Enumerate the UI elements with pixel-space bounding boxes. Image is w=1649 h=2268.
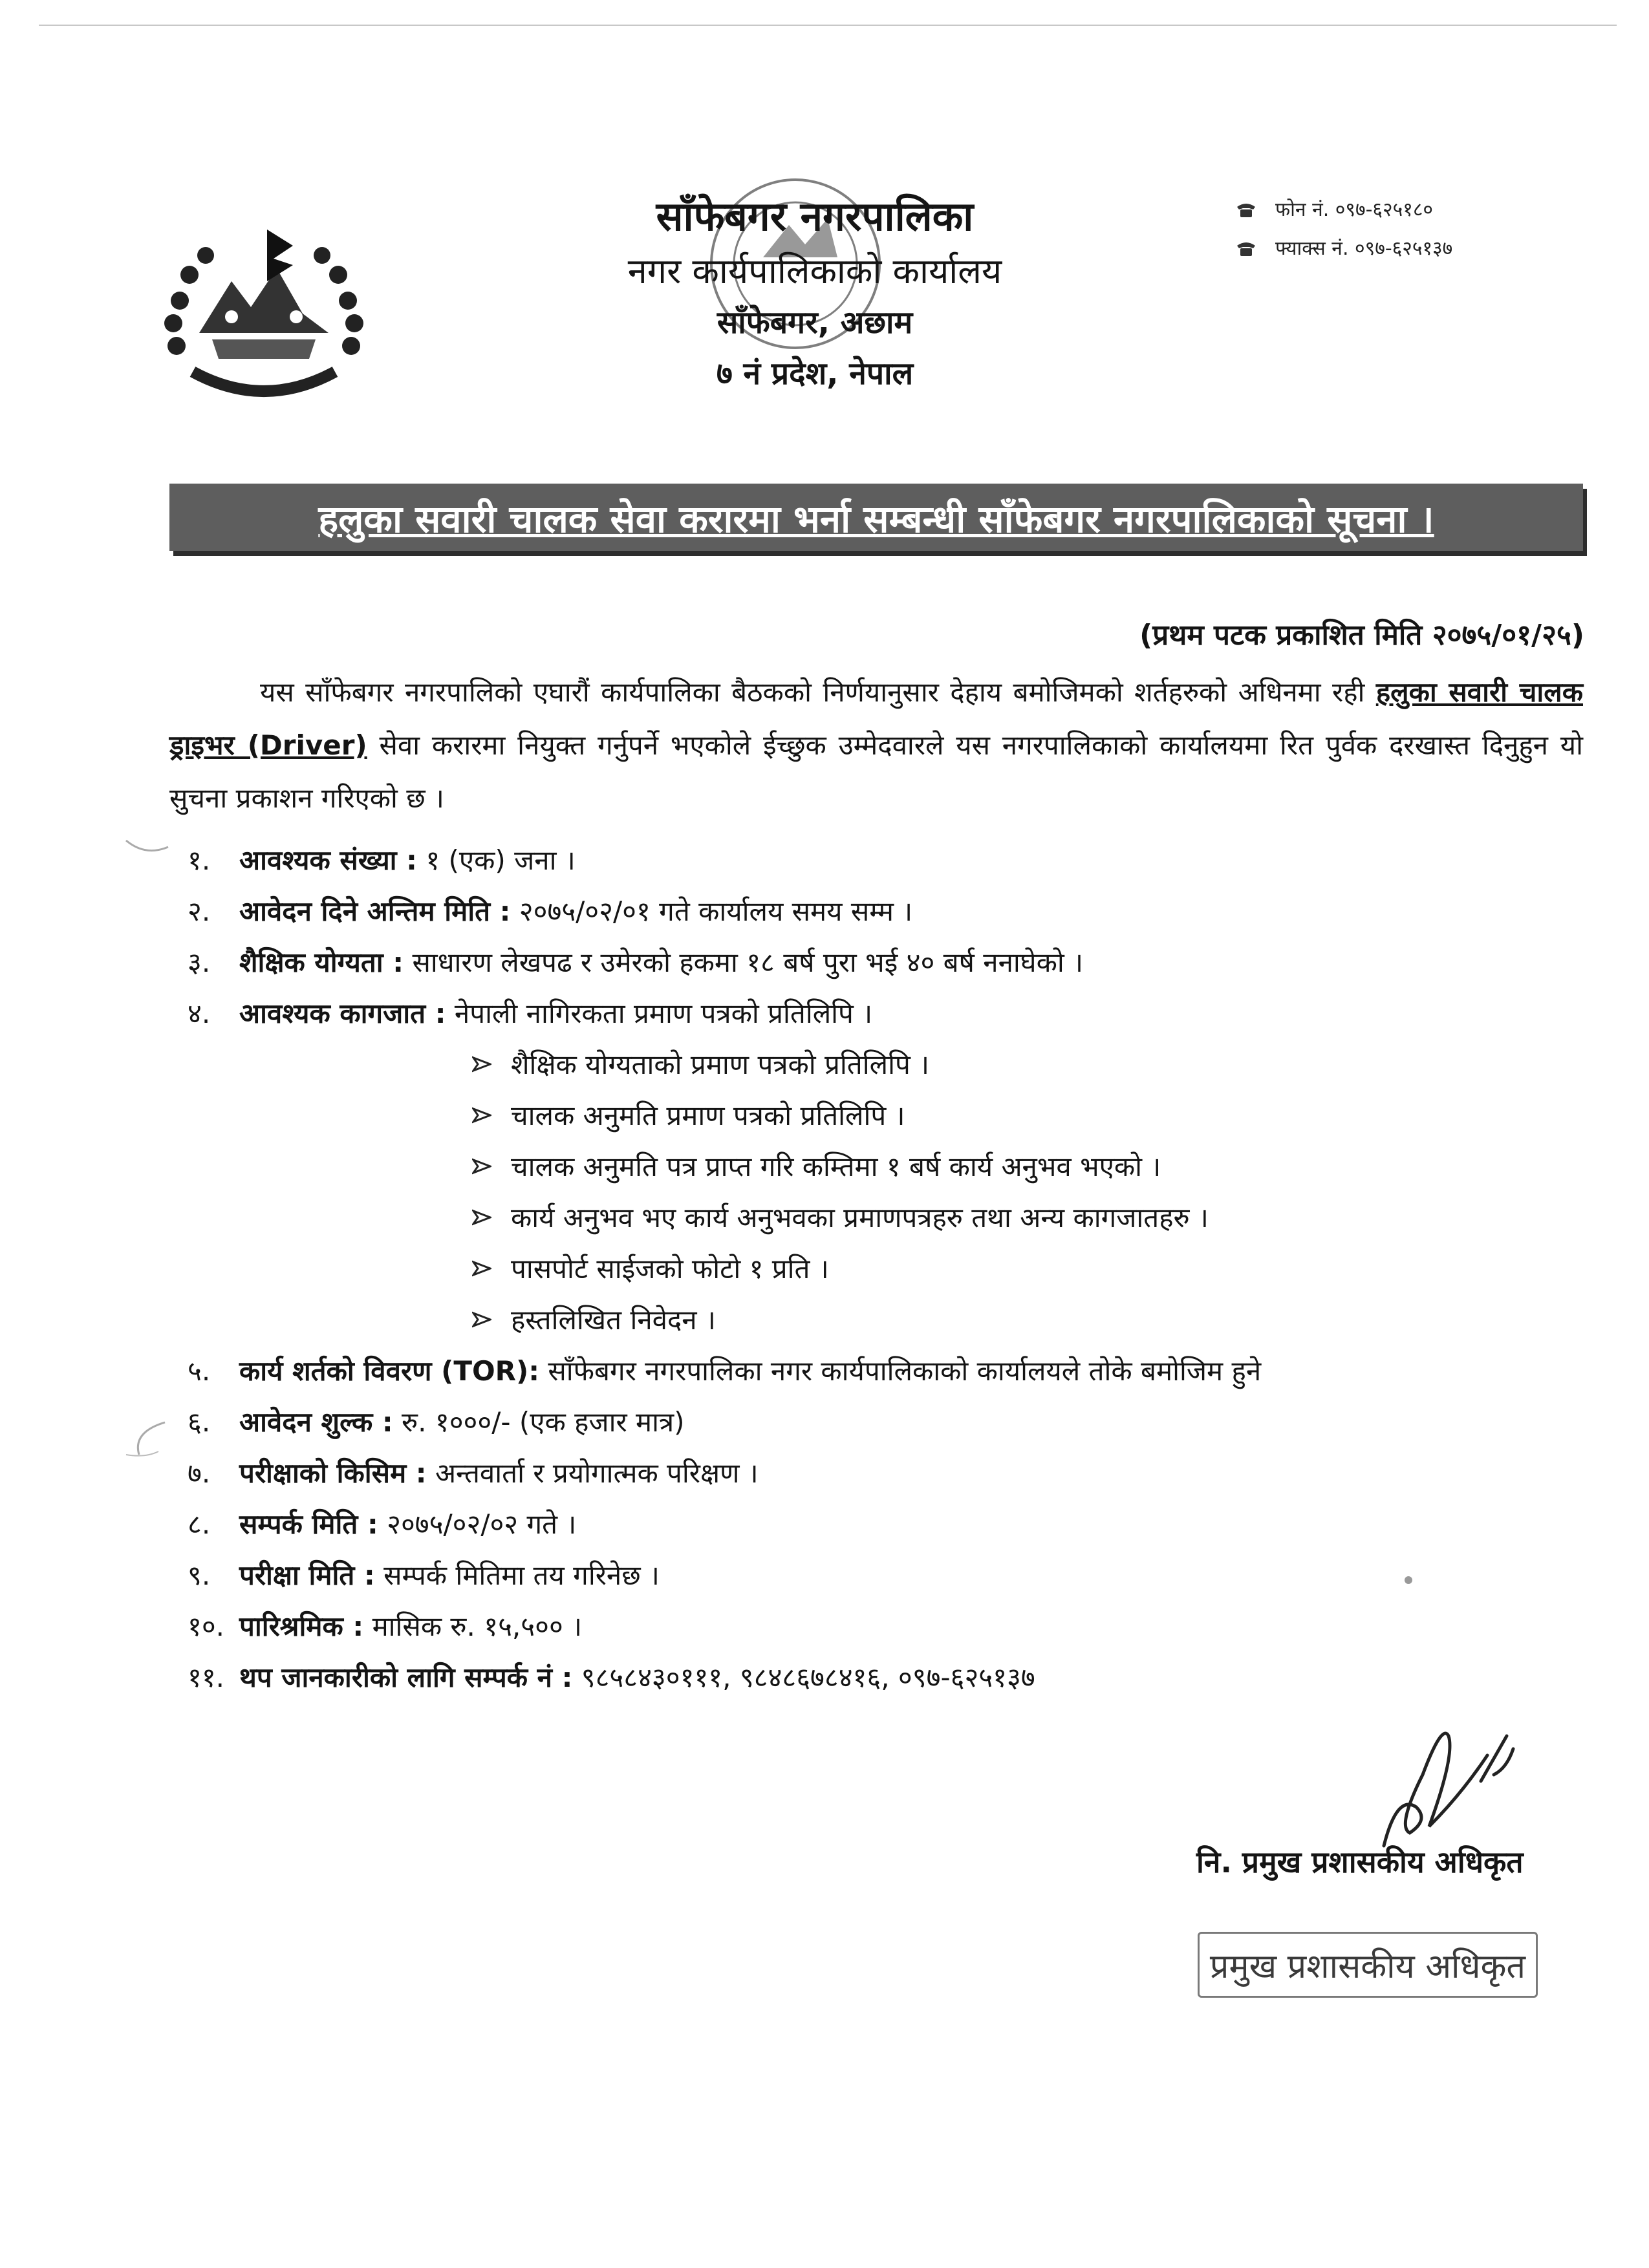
contact-info (1235, 191, 1452, 268)
item-number: ३. (188, 947, 211, 978)
notice-title-banner: हलुका सवारी चालक सेवा करारमा भर्ना सम्बन्धी साँफेबगर नगरपालिकाको सूचना । (169, 484, 1583, 551)
list-item (188, 1600, 1610, 1651)
item-number: ६. (188, 1406, 211, 1438)
item-value: अन्तवार्ता र प्रयोगात्मक परिक्षण । (435, 1457, 759, 1489)
document-text: कार्य अनुभव भए कार्य अनुभवका प्रमाणपत्रहरु तथा अन्य कागजातहरु । (511, 1202, 1209, 1234)
phone-number: फोन नं. ०९७-६२५१८० (1275, 198, 1434, 221)
item-number: १०. (188, 1610, 225, 1642)
designation-stamp: प्रमुख प्रशासकीय अधिकृत (1198, 1932, 1538, 1998)
intro-paragraph (169, 666, 1583, 825)
list-item (188, 834, 1610, 885)
office-header (556, 187, 1073, 400)
arrow-bullet-icon (472, 1107, 491, 1124)
phone-icon (1235, 202, 1257, 219)
office-location: साँफेबगर, अछाम (717, 305, 913, 341)
document-text: शैक्षिक योग्यताको प्रमाण पत्रको प्रतिलिपि । (511, 1049, 930, 1080)
item-label: आवेदन शुल्क : (239, 1406, 393, 1438)
item-value: २०७५/०२/०२ गते । (387, 1508, 577, 1540)
document-subitem (188, 1140, 1610, 1192)
arrow-bullet-icon (472, 1056, 491, 1073)
arrow-bullet-icon (472, 1209, 491, 1226)
list-item (188, 936, 1610, 987)
item-label: पारिश्रमिक : (239, 1610, 364, 1642)
item-number: ४. (188, 998, 211, 1029)
item-label: आवेदन दिने अन्तिम मिति : (239, 895, 511, 927)
top-rule (39, 25, 1617, 26)
item-label: परीक्षाको किसिम : (239, 1457, 427, 1489)
requirements-list (188, 834, 1610, 1702)
municipality-name: साँफेबगर नगरपालिका (656, 193, 974, 240)
list-item (188, 885, 1610, 936)
scan-mark-icon (120, 1416, 171, 1461)
nepal-emblem-icon (154, 204, 374, 423)
scan-mark-icon (120, 828, 171, 873)
list-item (188, 1396, 1610, 1447)
item-value: १ (एक) जना । (426, 844, 576, 876)
item-label: परीक्षा मिति : (239, 1559, 375, 1591)
item-value: साँफेबगर नगरपालिका नगर कार्यपालिकाको कार्यालयले तोके बमोजिम हुने (548, 1355, 1262, 1387)
office-name: नगर कार्यपालिकाको कार्यालय (627, 251, 1002, 292)
intro-text: यस साँफेबगर नगरपालिको एघारौं कार्यपालिका बैठकको निर्णयानुसार देहाय बमोजिमको शर्तहरुको अधिनमा रही (260, 676, 1365, 708)
list-item (188, 1345, 1610, 1396)
arrow-bullet-icon (472, 1158, 491, 1175)
fax-row (1235, 230, 1452, 268)
item-label: आवश्यक कागजात : (239, 998, 446, 1029)
signatory-title: नि. प्रमुख प्रशासकीय अधिकृत (1196, 1845, 1524, 1879)
item-number: १. (188, 844, 211, 876)
item-value: मासिक रु. १५,५०० । (372, 1610, 583, 1642)
document-text: चालक अनुमति प्रमाण पत्रको प्रतिलिपि । (511, 1100, 905, 1131)
fax-number: फ्याक्स नं. ०९७-६२५१३७ (1275, 237, 1453, 260)
document-subitem (188, 1192, 1610, 1243)
phone-icon (1235, 241, 1257, 257)
document-subitem (188, 1243, 1610, 1294)
item-number: ९. (188, 1559, 211, 1591)
document-text: हस्तलिखित निवेदन । (511, 1304, 716, 1336)
item-value: २०७५/०२/०१ गते कार्यालय समय सम्म । (519, 895, 913, 927)
intro-text: सेवा करारमा नियुक्त गर्नुपर्ने भएकोले ईच्छुक उम्मेदवारले यस नगरपालिकाको कार्यालयमा रित पुर्वक दरखास्त दिनुहुन यो सुचना प्रकाशन गरिएको छ । (169, 729, 1583, 814)
item-label: सम्पर्क मिति : (239, 1508, 378, 1540)
list-item (188, 1549, 1610, 1600)
item-number: ७. (188, 1457, 211, 1489)
phone-row (1235, 191, 1452, 230)
item-value: सम्पर्क मितिमा तय गरिनेछ । (383, 1559, 660, 1591)
arrow-bullet-icon (472, 1260, 491, 1277)
item-value: साधारण लेखपढ र उमेरको हकमा १८ बर्ष पुरा भई ४० बर्ष ननाघेको । (412, 947, 1083, 978)
published-date: (प्रथम पटक प्रकाशित मिति २०७५/०१/२५) (1139, 619, 1584, 652)
item-label: आवश्यक संख्या : (239, 844, 417, 876)
item-number: ५. (188, 1355, 211, 1387)
document-text: पासपोर्ट साईजको फोटो १ प्रति । (511, 1253, 829, 1285)
document-subitem (188, 1038, 1610, 1089)
list-item (188, 987, 1610, 1038)
scan-speck (1405, 1576, 1412, 1584)
list-item (188, 1498, 1610, 1549)
item-label: कार्य शर्तको विवरण (TOR): (239, 1355, 540, 1387)
item-label: शैक्षिक योग्यता : (239, 947, 404, 978)
document-subitem (188, 1089, 1610, 1140)
document-subitem (188, 1294, 1610, 1345)
signature-icon (1358, 1697, 1526, 1865)
item-number: २. (188, 895, 211, 927)
province: ७ नं प्रदेश, नेपाल (716, 356, 914, 392)
item-number: ११. (188, 1662, 225, 1693)
list-item (188, 1651, 1610, 1702)
arrow-bullet-icon (472, 1311, 491, 1328)
document-text: चालक अनुमति पत्र प्राप्त गरि कम्तिमा १ बर्ष कार्य अनुभव भएको । (511, 1151, 1161, 1182)
item-value: ९८५८४३०१११, ९८४८६७८४१६, ०९७-६२५१३७ (581, 1662, 1035, 1693)
list-item (188, 1447, 1610, 1498)
intro-emphasis: हलुका सवारी चालक ड्राइभर (Driver) (169, 676, 1583, 761)
item-value: नेपाली नागिरकता प्रमाण पत्रको प्रतिलिपि । (454, 998, 873, 1029)
item-value: रु. १०००/- (एक हजार मात्र) (402, 1406, 685, 1438)
item-number: ८. (188, 1508, 211, 1540)
item-label: थप जानकारीको लागि सम्पर्क नं : (239, 1662, 573, 1693)
